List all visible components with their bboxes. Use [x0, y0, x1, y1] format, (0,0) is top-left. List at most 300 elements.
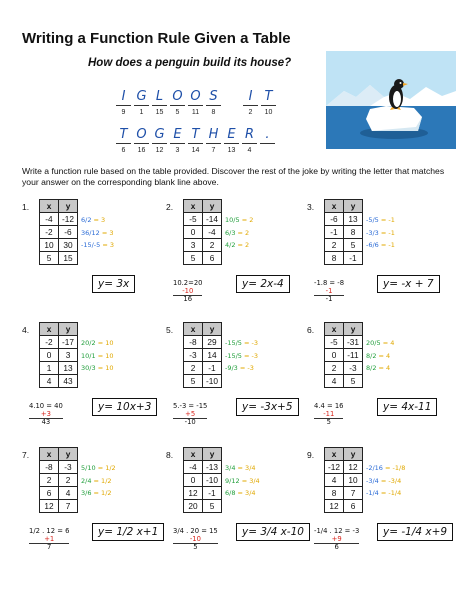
rate-value: = 1/2 — [93, 489, 112, 497]
rate-fraction: -3/4 — [366, 476, 379, 485]
xy-table — [324, 322, 363, 388]
rate-value: = 4 — [378, 351, 391, 360]
function-rule-answer-box[interactable]: y= 4x-11 — [377, 398, 437, 416]
y-cell: -6 — [59, 226, 78, 239]
x-cell: 5 — [184, 375, 203, 388]
x-cell: -3 — [184, 349, 203, 362]
rate-note — [225, 227, 253, 240]
column-header-y: y — [59, 200, 78, 213]
rate-note — [225, 337, 258, 350]
answer-blank[interactable] — [206, 127, 221, 154]
x-cell: 2 — [184, 362, 203, 375]
y-cell: 13 — [59, 362, 78, 375]
rate-note — [366, 239, 395, 252]
blank-number: 13 — [227, 147, 236, 154]
function-rule-answer-box[interactable]: y= -1/4 x+9 — [377, 523, 453, 541]
blank-letter: G — [152, 127, 167, 144]
blank-letter: E — [224, 127, 239, 144]
rate-fraction: -1/4 — [366, 489, 379, 497]
y-cell: 30 — [59, 239, 78, 252]
table-row — [325, 461, 363, 474]
rate-fraction: -15/5 — [225, 351, 242, 360]
rate-value: = 4 — [378, 364, 391, 372]
rate-value: = 10 — [97, 339, 114, 347]
rate-note — [81, 462, 116, 475]
table-row — [325, 213, 363, 226]
rate-value: = 3/4 — [237, 489, 256, 497]
y-cell: 10 — [344, 474, 363, 487]
rate-fraction: 6/8 — [225, 489, 236, 497]
work-intercept: +3 — [40, 409, 51, 418]
rate-note — [81, 214, 114, 227]
rate-value: = -1 — [380, 241, 395, 249]
problem-number: 8. — [166, 450, 174, 460]
column-header-y: y — [203, 448, 222, 461]
work-product: 1/2 . 12 = 6 — [29, 527, 70, 535]
table-row — [184, 474, 222, 487]
x-cell: 1 — [40, 362, 59, 375]
column-header-x: x — [184, 200, 203, 213]
y-cell: -31 — [344, 336, 363, 349]
rate-value: = 10 — [97, 351, 114, 360]
x-cell: 0 — [325, 349, 344, 362]
rate-of-change-notes — [225, 337, 258, 375]
rate-fraction: 10/1 — [81, 351, 96, 360]
blank-letter: G — [134, 89, 149, 106]
rate-note — [81, 475, 116, 488]
rate-fraction: -5/5 — [366, 216, 379, 224]
y-cell: -17 — [59, 336, 78, 349]
answer-line-2 — [116, 127, 275, 154]
table-row — [40, 461, 78, 474]
y-cell: 12 — [344, 461, 363, 474]
x-cell: -6 — [325, 213, 344, 226]
x-cell: 12 — [184, 487, 203, 500]
work-result: 6 — [314, 543, 359, 552]
y-cell: 43 — [59, 375, 78, 388]
answer-blank[interactable] — [243, 89, 258, 116]
answer-blank[interactable] — [170, 127, 185, 154]
rate-value: = 3/4 — [237, 464, 256, 472]
answer-blank[interactable] — [242, 127, 257, 154]
column-header-x: x — [40, 200, 59, 213]
rate-note — [81, 227, 114, 240]
check-work — [29, 403, 63, 427]
rate-fraction: -15/5 — [225, 339, 242, 347]
rate-fraction: -15/-5 — [81, 241, 101, 249]
column-header-y: y — [59, 323, 78, 336]
work-product: 4.4 = 16 — [314, 402, 344, 410]
rate-note — [225, 350, 258, 363]
blank-letter: O — [170, 89, 185, 106]
table-row — [184, 487, 222, 500]
problem-number: 7. — [22, 450, 30, 460]
table-row — [325, 226, 363, 239]
blank-letter: I — [243, 89, 258, 106]
x-cell: 0 — [40, 349, 59, 362]
check-work — [29, 528, 69, 552]
xy-table — [39, 199, 78, 265]
column-header-x: x — [184, 323, 203, 336]
rate-note — [225, 475, 260, 488]
function-rule-answer-box[interactable]: y= 1/2 x+1 — [92, 523, 164, 541]
table-row — [184, 252, 222, 265]
column-header-x: x — [40, 323, 59, 336]
rate-of-change-notes — [225, 462, 260, 500]
word-gap — [224, 89, 240, 116]
rate-note — [81, 487, 116, 500]
blank-number: 5 — [175, 109, 180, 116]
problem-number: 4. — [22, 325, 30, 335]
rate-value: = 2 — [241, 216, 254, 224]
rate-note — [366, 362, 394, 375]
xy-table — [183, 199, 222, 265]
table-row — [40, 336, 78, 349]
table-row — [184, 349, 222, 362]
table-row — [40, 213, 78, 226]
table-row — [184, 500, 222, 513]
blank-letter: H — [206, 127, 221, 144]
x-cell: -2 — [40, 336, 59, 349]
blank-number: 15 — [155, 109, 164, 116]
table-row — [325, 474, 363, 487]
blank-letter: E — [170, 127, 185, 144]
x-cell: 4 — [40, 375, 59, 388]
answer-blank[interactable] — [152, 127, 167, 154]
column-header-x: x — [325, 200, 344, 213]
work-intercept: -10 — [189, 534, 201, 543]
rate-fraction: -9/3 — [225, 364, 238, 372]
x-cell: -5 — [325, 336, 344, 349]
column-header-y: y — [344, 448, 363, 461]
answer-blank[interactable] — [170, 89, 185, 116]
column-header-x: x — [325, 323, 344, 336]
work-result: 43 — [29, 418, 63, 427]
check-work — [173, 528, 218, 552]
blank-letter: L — [152, 89, 167, 106]
rate-value: = 3 — [102, 241, 115, 249]
rate-note — [225, 214, 253, 227]
answer-blank[interactable] — [152, 89, 167, 116]
rate-note — [225, 239, 253, 252]
x-cell: 8 — [325, 252, 344, 265]
y-cell: -3 — [344, 362, 363, 375]
rate-of-change-notes — [81, 337, 113, 375]
work-intercept: -11 — [323, 409, 335, 418]
function-rule-answer-box[interactable]: y= 3x — [92, 275, 135, 293]
xy-table — [324, 199, 363, 265]
function-rule-answer-box[interactable]: y= 10x+3 — [92, 398, 157, 416]
blank-number: 7 — [211, 147, 216, 154]
column-header-y: y — [344, 323, 363, 336]
xy-table — [183, 447, 222, 513]
instructions: Write a function rule based on the table provided. Discover the rest of the joke by writing the letter that matches your answer on the corresponding blank line above. — [22, 166, 445, 187]
x-cell: -2 — [40, 226, 59, 239]
answer-blank[interactable] — [134, 127, 149, 154]
rate-note — [366, 350, 394, 363]
x-cell: 2 — [40, 474, 59, 487]
y-cell: 29 — [203, 336, 222, 349]
rate-fraction: -6/6 — [366, 241, 379, 249]
x-cell: 5 — [184, 252, 203, 265]
rate-value: = -3 — [244, 339, 259, 347]
blank-number: 14 — [191, 147, 200, 154]
x-cell: 10 — [40, 239, 59, 252]
column-header-y: y — [203, 323, 222, 336]
blank-number: 16 — [137, 147, 146, 154]
rate-note — [225, 487, 260, 500]
answer-blank[interactable] — [224, 127, 239, 154]
rate-value: = -3 — [239, 364, 254, 372]
x-cell: -4 — [184, 461, 203, 474]
x-cell: -1 — [325, 226, 344, 239]
y-cell: 13 — [344, 213, 363, 226]
table-row — [184, 362, 222, 375]
blank-letter: S — [206, 89, 221, 106]
rate-fraction: -2/16 — [366, 464, 383, 472]
work-intercept: -10 — [182, 286, 194, 295]
rate-of-change-notes — [366, 214, 395, 252]
rate-of-change-notes — [81, 214, 114, 252]
work-result: 16 — [173, 295, 202, 304]
rate-value: = 2 — [237, 241, 250, 249]
blank-number: 1 — [139, 109, 144, 116]
rate-fraction: 10/5 — [225, 216, 240, 224]
y-cell: 5 — [203, 500, 222, 513]
answer-blank[interactable] — [188, 127, 203, 154]
table-row — [325, 487, 363, 500]
column-header-x: x — [184, 448, 203, 461]
work-result: 7 — [29, 543, 69, 552]
y-cell: -13 — [203, 461, 222, 474]
problem-number: 6. — [307, 325, 315, 335]
table-row — [40, 487, 78, 500]
rate-of-change-notes — [366, 337, 394, 375]
table-row — [40, 226, 78, 239]
rate-fraction: 3/4 — [225, 464, 236, 472]
table-row — [325, 349, 363, 362]
table-row — [40, 239, 78, 252]
table-row — [40, 362, 78, 375]
x-cell: 6 — [40, 487, 59, 500]
x-cell: 8 — [325, 487, 344, 500]
y-cell: -10 — [203, 375, 222, 388]
blank-number: 11 — [191, 109, 200, 116]
blank-letter: R — [242, 127, 257, 144]
y-cell: 4 — [59, 487, 78, 500]
blank-letter: I — [116, 89, 131, 106]
work-result: -1 — [314, 295, 344, 304]
blank-number: 3 — [175, 147, 180, 154]
rate-value: = -3 — [244, 351, 259, 360]
x-cell: 4 — [325, 474, 344, 487]
rate-fraction: 8/2 — [366, 351, 377, 360]
blank-letter: T — [116, 127, 131, 144]
rate-note — [225, 362, 258, 375]
table-row — [40, 252, 78, 265]
blank-number: 4 — [247, 147, 252, 154]
table-row — [40, 349, 78, 362]
table-row — [325, 362, 363, 375]
rate-value: = 10 — [97, 364, 114, 372]
work-product: -1.8 = -8 — [314, 279, 345, 287]
x-cell: 5 — [40, 252, 59, 265]
rate-value: = -1/8 — [385, 464, 406, 472]
column-header-y: y — [344, 200, 363, 213]
rate-note — [81, 362, 113, 375]
table-row — [40, 375, 78, 388]
work-intercept: +9 — [331, 534, 342, 543]
problem-number: 9. — [307, 450, 315, 460]
x-cell: -8 — [184, 336, 203, 349]
answer-blank[interactable] — [188, 89, 203, 116]
rate-fraction: 20/2 — [81, 339, 96, 347]
function-rule-answer-box[interactable]: y= 2x-4 — [236, 275, 290, 293]
y-cell: -4 — [203, 226, 222, 239]
check-work — [314, 280, 344, 304]
page-title: Writing a Function Rule Given a Table — [22, 30, 291, 47]
rate-fraction: -3/3 — [366, 228, 379, 237]
y-cell: -14 — [203, 213, 222, 226]
answer-blank[interactable] — [134, 89, 149, 116]
rate-note — [366, 475, 405, 488]
table-row — [325, 336, 363, 349]
column-header-y: y — [59, 448, 78, 461]
rate-value: = 1/2 — [93, 476, 112, 485]
joke-question: How does a penguin build its house? — [88, 57, 292, 69]
rate-value: = 4 — [382, 339, 395, 347]
y-cell: 5 — [344, 239, 363, 252]
table-row — [184, 375, 222, 388]
rate-note — [366, 487, 405, 500]
y-cell: 5 — [344, 375, 363, 388]
work-product: 5.-3 = -15 — [173, 402, 208, 410]
rate-fraction: 5/10 — [81, 464, 96, 472]
work-product: -1/4 . 12 = -3 — [314, 527, 360, 535]
x-cell: -4 — [40, 213, 59, 226]
penguin-picture — [326, 51, 456, 154]
y-cell: 2 — [203, 239, 222, 252]
y-cell: -10 — [203, 474, 222, 487]
blank-number: 12 — [155, 147, 164, 154]
blank-number: 8 — [211, 109, 216, 116]
work-intercept: -1 — [325, 286, 333, 295]
rate-value: = 1/2 — [97, 464, 116, 472]
function-rule-answer-box[interactable]: y= 3/4 x-10 — [236, 523, 310, 541]
y-cell: -1 — [344, 252, 363, 265]
rate-value: = -3/4 — [380, 476, 402, 485]
problem-number: 5. — [166, 325, 174, 335]
work-result: 5 — [173, 543, 218, 552]
table-row — [184, 336, 222, 349]
x-cell: -8 — [40, 461, 59, 474]
answer-blank[interactable] — [116, 89, 131, 116]
column-header-x: x — [40, 448, 59, 461]
y-cell: 15 — [59, 252, 78, 265]
rate-value: = 3/4 — [241, 476, 260, 485]
x-cell: 2 — [325, 239, 344, 252]
table-row — [325, 252, 363, 265]
x-cell: 4 — [325, 375, 344, 388]
work-product: 4.10 = 40 — [29, 402, 63, 410]
y-cell: -1 — [203, 487, 222, 500]
table-row — [325, 375, 363, 388]
work-intercept: +1 — [44, 534, 55, 543]
rate-value: = -1 — [380, 228, 395, 237]
work-product: 10.2=20 — [173, 279, 203, 287]
rate-note — [81, 337, 113, 350]
xy-table — [39, 447, 78, 513]
x-cell: 20 — [184, 500, 203, 513]
table-row — [184, 213, 222, 226]
table-row — [325, 500, 363, 513]
work-result: 5 — [314, 418, 343, 427]
answer-blank[interactable] — [260, 127, 275, 154]
rate-of-change-notes — [225, 214, 253, 252]
blank-letter: T — [188, 127, 203, 144]
rate-note — [366, 337, 394, 350]
blank-number: 6 — [121, 147, 126, 154]
rate-note — [225, 462, 260, 475]
x-cell: -12 — [325, 461, 344, 474]
rate-note — [81, 239, 114, 252]
rate-fraction: 20/5 — [366, 339, 381, 347]
y-cell: 8 — [344, 226, 363, 239]
rate-fraction: 6/3 — [225, 228, 236, 237]
y-cell: 7 — [344, 487, 363, 500]
blank-letter: . — [260, 127, 275, 144]
xy-table — [183, 322, 222, 388]
blank-number: 9 — [121, 109, 126, 116]
rate-fraction: 9/12 — [225, 476, 240, 485]
problem-number: 3. — [307, 202, 315, 212]
function-rule-answer-box[interactable]: y= -x + 7 — [377, 275, 440, 293]
x-cell: 0 — [184, 226, 203, 239]
answer-blank[interactable] — [206, 89, 221, 116]
y-cell: 7 — [59, 500, 78, 513]
y-cell: 6 — [203, 252, 222, 265]
table-row — [40, 500, 78, 513]
rate-of-change-notes — [366, 462, 405, 500]
rate-of-change-notes — [81, 462, 116, 500]
blank-letter: O — [188, 89, 203, 106]
blank-letter: T — [261, 89, 276, 106]
rate-value: = 3 — [93, 216, 106, 224]
answer-blank[interactable] — [116, 127, 131, 154]
table-row — [40, 474, 78, 487]
blank-number: 10 — [264, 109, 273, 116]
y-cell: 6 — [344, 500, 363, 513]
blank-number: 2 — [248, 109, 253, 116]
answer-blank[interactable] — [261, 89, 276, 116]
function-rule-answer-box[interactable]: y= -3x+5 — [236, 398, 299, 416]
table-row — [184, 226, 222, 239]
x-cell: 2 — [325, 362, 344, 375]
rate-value: = 2 — [237, 228, 250, 237]
problem-number: 1. — [22, 202, 30, 212]
rate-value: = 3 — [101, 228, 114, 237]
y-cell: -3 — [59, 461, 78, 474]
y-cell: -12 — [59, 213, 78, 226]
check-work — [314, 528, 359, 552]
x-cell: 12 — [325, 500, 344, 513]
rate-fraction: 3/6 — [81, 489, 92, 497]
problem-number: 2. — [166, 202, 174, 212]
check-work — [314, 403, 343, 427]
rate-value: = -1/4 — [380, 489, 402, 497]
rate-fraction: 2/4 — [81, 476, 92, 485]
blank-letter: O — [134, 127, 149, 144]
